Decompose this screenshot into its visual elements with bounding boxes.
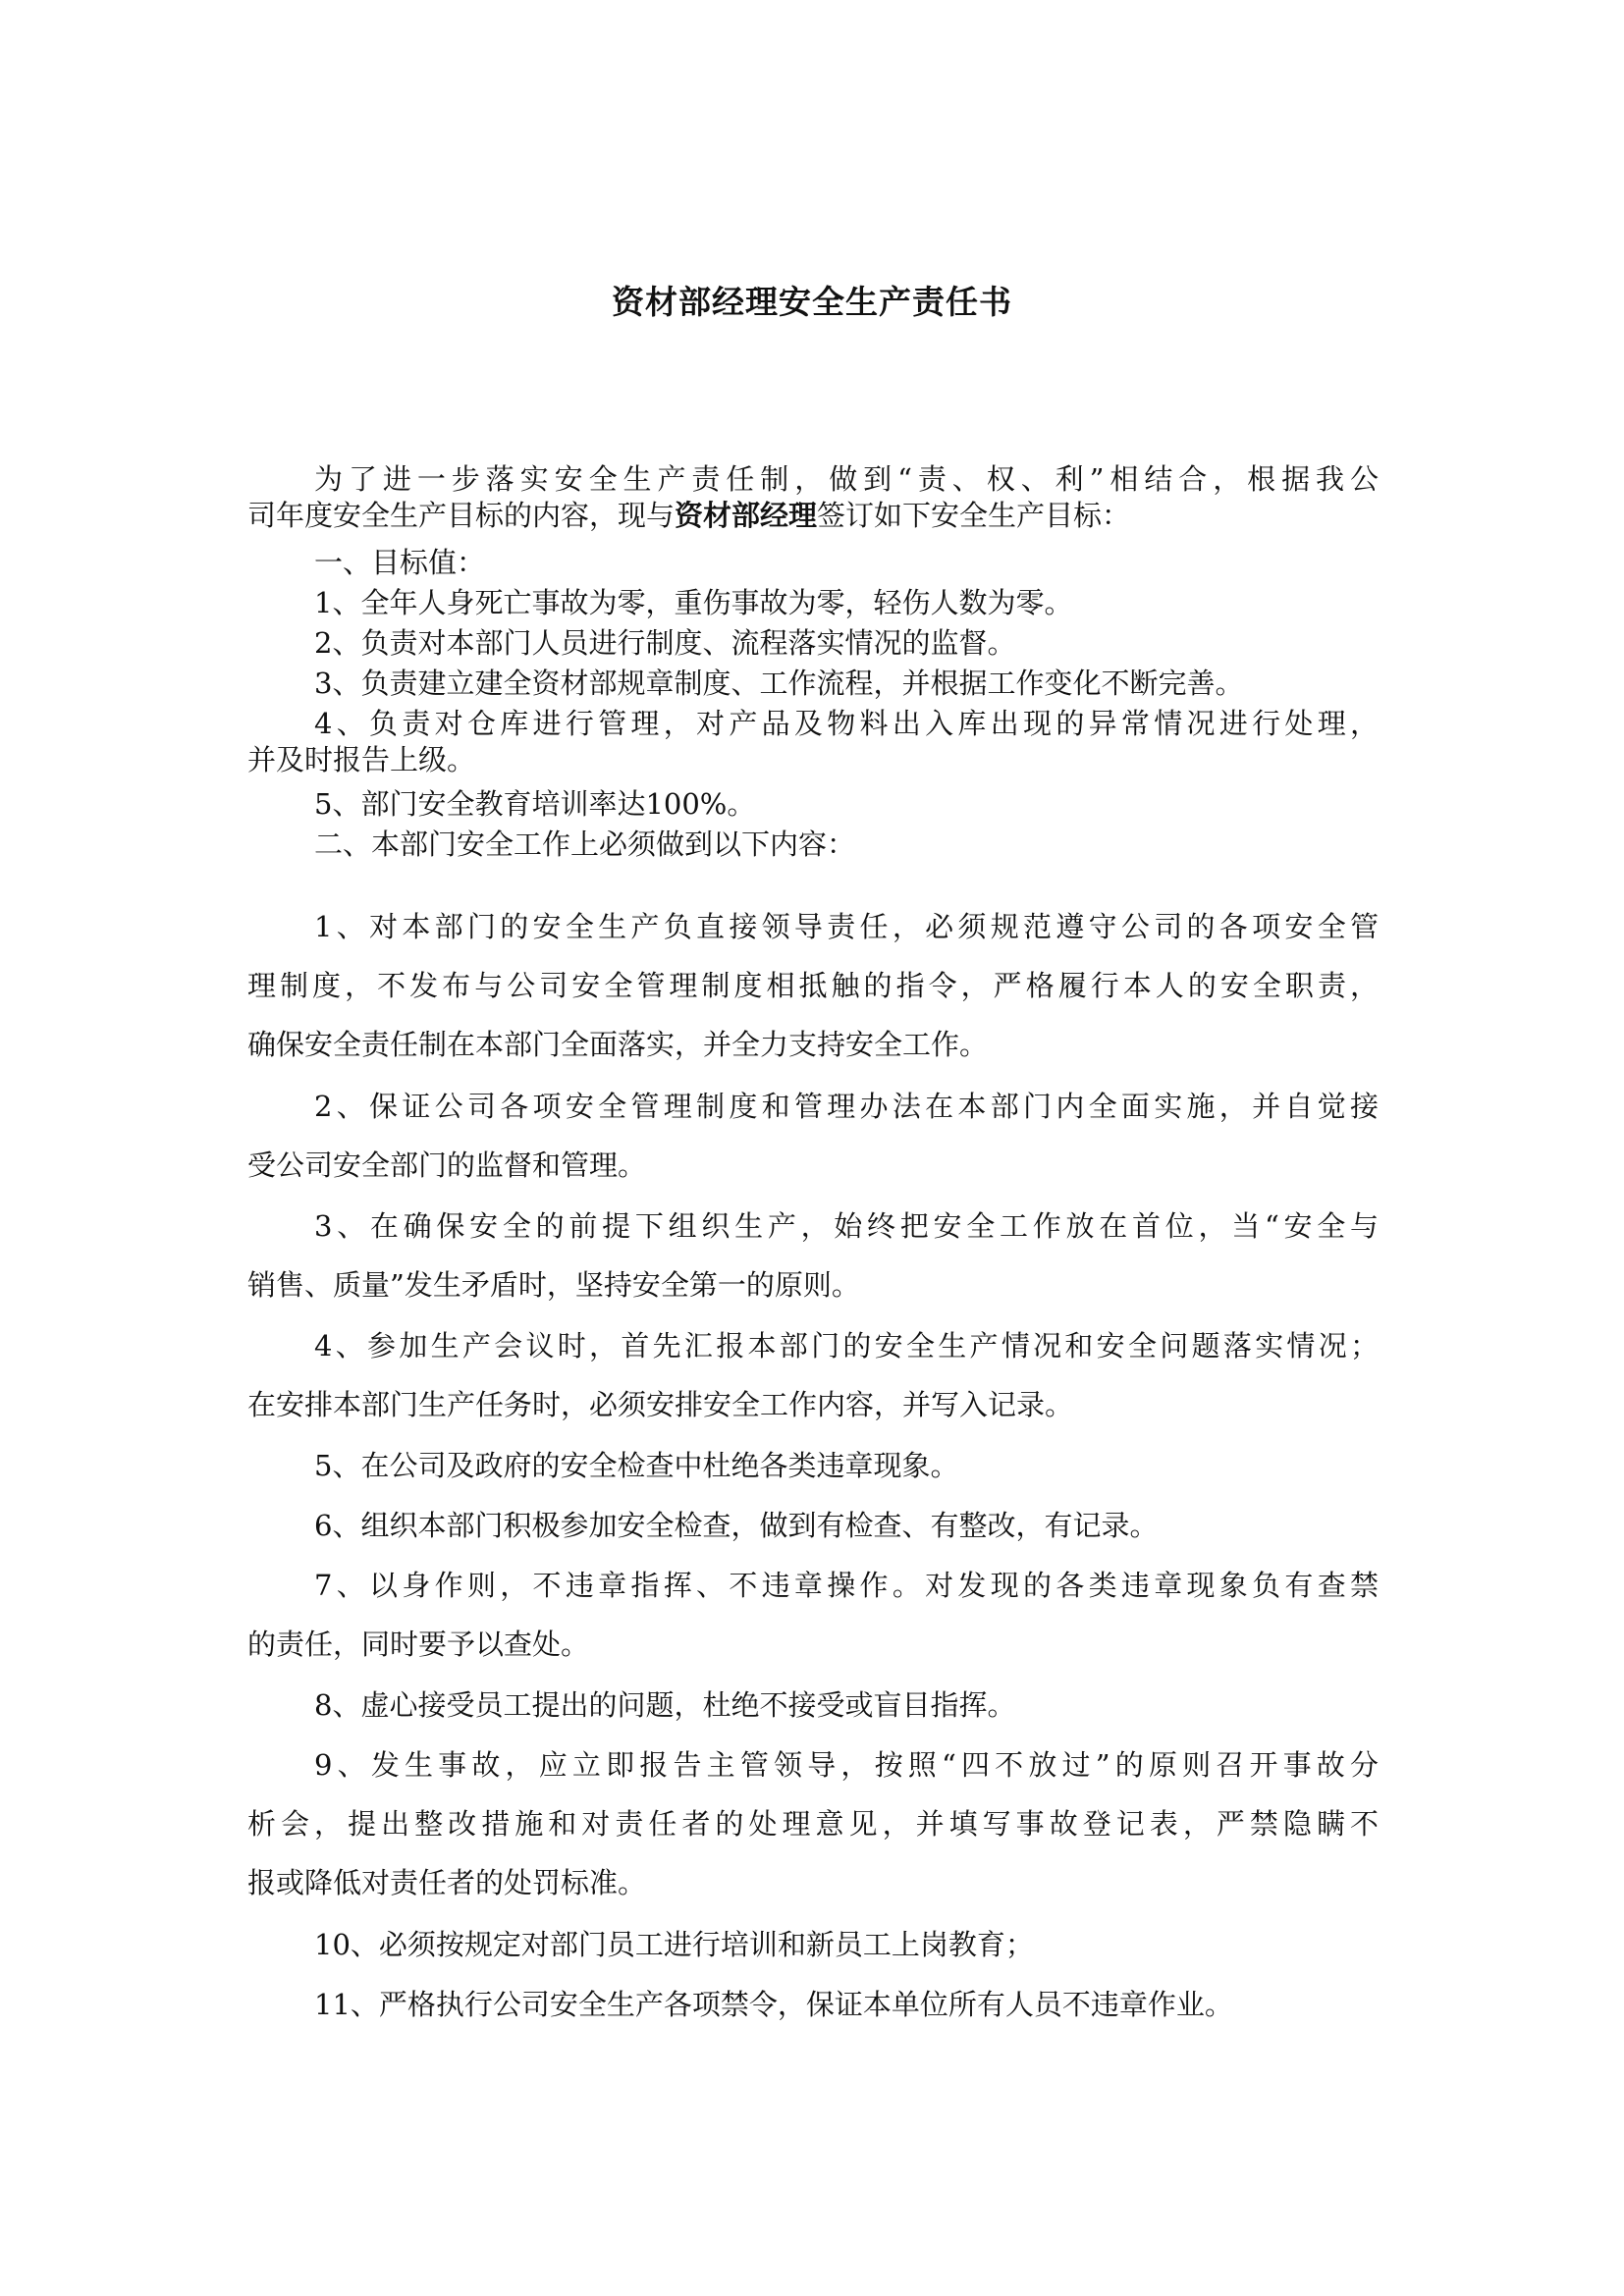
intro-line-2-after: 签订如下安全生产目标： [817, 499, 1131, 532]
section2-item-7: 7、以身作则，不违章指挥、不违章操作。对发现的各类违章现象负有查禁 的责任，同时要予以查处。 [247, 1569, 1379, 1661]
intro-line-2-before: 司年度安全生产目标的内容，现与 [247, 499, 676, 532]
section2-item-6: 6、组织本部门积极参加安全检查，做到有检查、有整改，有记录。 [314, 1509, 1159, 1542]
party-name: 资材部经理 [675, 499, 818, 532]
intro-line-2 [247, 498, 1379, 534]
section2-item-11: 11、严格执行公司安全生产各项禁令，保证本单位所有人员不违章作业。 [314, 1988, 1233, 2021]
section2-item-3: 3、在确保安全的前提下组织生产，始终把安全工作放在首位，当“安全与 销售、质量”发生矛盾时，坚持安全第一的原则。 [247, 1209, 1379, 1302]
document-title: 资材部经理安全生产责任书 [612, 283, 1012, 321]
section1-heading: 一、目标值： [314, 546, 486, 579]
section1-item-2: 2、负责对本部门人员进行制度、流程落实情况的监督。 [314, 626, 1016, 660]
section1-item-4-cont: 并及时报告上级。 [247, 743, 476, 776]
section1-item-4: 4、负责对仓库进行管理，对产品及物料出入库出现的异常情况进行处理， 并及时报告上级。 [247, 707, 1379, 776]
intro-paragraph [247, 461, 1379, 534]
section1-item-3: 3、负责建立建全资材部规章制度、工作流程，并根据工作变化不断完善。 [314, 667, 1244, 700]
section2-item-8: 8、虚心接受员工提出的问题，杜绝不接受或盲目指挥。 [314, 1688, 1016, 1722]
section2-heading: 二、本部门安全工作上必须做到以下内容： [314, 828, 856, 861]
section2-item-9: 9、发生事故，应立即报告主管领导，按照“四不放过”的原则召开事故分 析会，提出整改措施和对责任者的处理意见，并填写事故登记表，严禁隐瞒不 报或降低对责任者的处罚标准。 [247, 1748, 1379, 1899]
section1-item-5: 5、部门安全教育培训率达100%。 [314, 787, 756, 821]
section2-item-5: 5、在公司及政府的安全检查中杜绝各类违章现象。 [314, 1449, 959, 1482]
section2-item-1: 1、对本部门的安全生产负直接领导责任，必须规范遵守公司的各项安全管 理制度，不发布与公司安全管理制度相抵触的指令，严格履行本人的安全职责， 确保安全责任制在本部门全面落实，并全力支持安全工作。 [247, 910, 1379, 1061]
section1-item-1: 1、全年人身死亡事故为零，重伤事故为零，轻伤人数为零。 [314, 586, 1073, 619]
section2-item-4: 4、参加生产会议时，首先汇报本部门的安全生产情况和安全问题落实情况； 在安排本部门生产任务时，必须安排安全工作内容，并写入记录。 [247, 1329, 1379, 1421]
section2-item-10: 10、必须按规定对部门员工进行培训和新员工上岗教育； [314, 1928, 1034, 1961]
section2-item-2: 2、保证公司各项安全管理制度和管理办法在本部门内全面实施，并自觉接 受公司安全部门的监督和管理。 [247, 1090, 1379, 1182]
intro-line-1: 为了进一步落实安全生产责任制，做到“责、权、利”相结合，根据我公 [314, 462, 1379, 496]
